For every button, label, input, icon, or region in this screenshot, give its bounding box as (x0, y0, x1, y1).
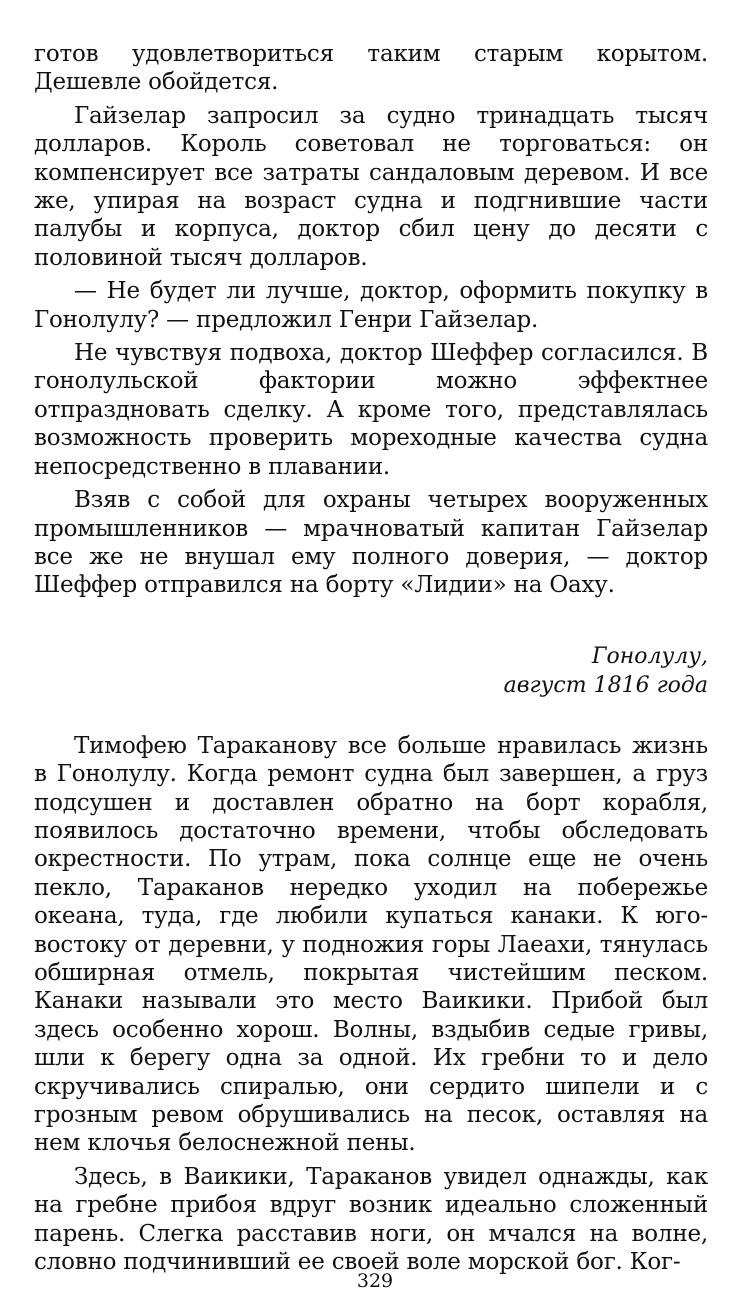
paragraph-price: Гайзелар запросил за судно тринадцать тысяч долларов. Король советовал не торговаться: он компенсирует все затраты сандаловым деревом. И все же, упирая на возраст судна и подгнившие части палубы и корпуса, доктор сбил цену до десяти с половиной тысяч долларов. (34, 102, 708, 271)
paragraph-honolulu: Тимофею Тараканову все больше нравилась жизнь в Гонолулу. Когда ремонт судна был завершен, а груз подсушен и доставлен обратно на борт корабля, появилось достаточно времени, чтобы обследовать окрестности. По утрам, пока солнце еще не очень пекло, Тараканов нередко уходил на побережье океана, туда, где любили купаться канаки. К юго-востоку от деревни, у подножия горы Лаеахи, тянулась обширная отмель, покрытая чистейшим песком. Канаки называли это место Ваикики. Прибой был здесь особенно хорош. Волны, вздыбив седые гривы, шли к берегу одна за одной. Их гребни то и дело скручивались спиралью, они сердито шипели и с грозным ревом обрушивались на песок, оставляя на нем клочья белоснежной пены. (34, 732, 708, 1157)
section-heading-date: август 1816 года (503, 672, 708, 698)
paragraph-departure: Взяв с собой для охраны четырех вооруженных промышленников — мрачноватый капитан Гайзелар все же не внушал ему полного доверия, — доктор Шеффер отправился на борту «Лидии» на Оаху. (34, 487, 708, 599)
section-heading (34, 642, 708, 700)
page-number: 329 (356, 1270, 394, 1292)
section-heading-place: Гонолулу, (591, 643, 708, 669)
paragraph-continuation: готов удовлетвориться таким старым корытом. Дешевле обойдется. (34, 41, 708, 96)
paragraph-agreement: Не чувствуя подвоха, доктор Шеффер согласился. В гонолульской фактории можно эффектнее отпраздновать сделку. А кроме того, представлялась возможность проверить мореходные качества судна непосредственно в плавании. (34, 340, 708, 480)
paragraph-dialogue: — Не будет ли лучше, доктор, оформить покупку в Гонолулу? — предложил Генри Гайзелар. (34, 278, 708, 333)
paragraph-waikiki: Здесь, в Ваикики, Тараканов увидел однажды, как на гребне прибоя вдруг возник идеально сложенный парень. Слегка расставив ноги, он мчался на волне, словно подчинивший ее своей воле морской бог. Ког- (34, 1163, 708, 1276)
book-page (34, 40, 708, 1281)
